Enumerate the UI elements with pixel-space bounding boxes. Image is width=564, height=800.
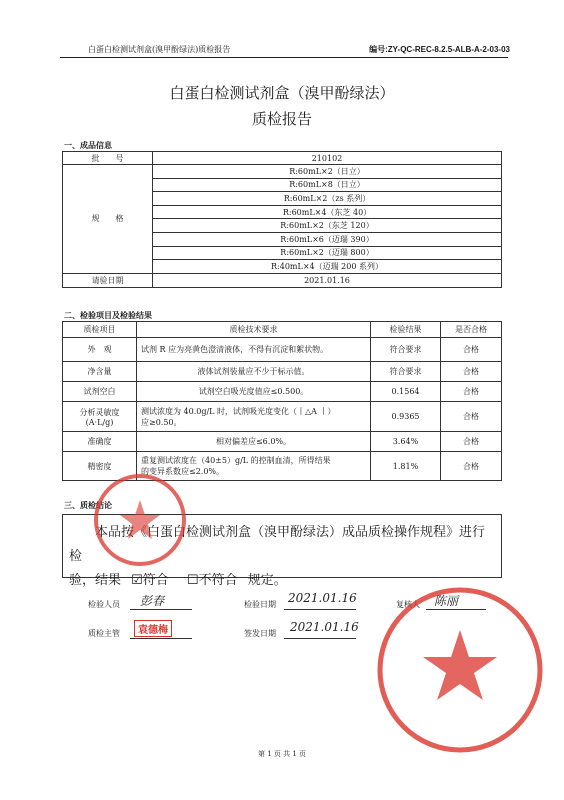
row-requirement-line1: 测试浓度为 40.0g/L 时，试剂吸光度变化（丨△A 丨） [141, 406, 336, 416]
header-title: 白蛋白检测试剂盒(溴甲酚绿法)质检报告 [88, 45, 231, 54]
spec-label: 规 格 [63, 165, 153, 274]
product-info-table [62, 151, 502, 288]
spec-item: R:60mL×6（迈瑞 390） [153, 232, 502, 246]
row-pass: 合格 [441, 452, 502, 481]
header-rule [60, 57, 508, 58]
batch-value: 210102 [153, 152, 502, 165]
company-seal-small [90, 470, 190, 570]
row-requirement-line2: 的变异系数应≤2.0%。 [141, 467, 225, 476]
row-requirement-line2: 应≥0.50。 [141, 417, 182, 427]
batch-label: 批 号 [63, 152, 153, 165]
conform-checkbox: ☑符合 [131, 573, 169, 588]
row-pass: 合格 [441, 432, 502, 452]
row-item-line2: (A·L/g) [85, 417, 114, 427]
header-doc-number: 编号:ZY-QC-REC-8.2.5-ALB-A-2-03-03 [369, 45, 510, 54]
row-item: 外 观 [63, 338, 137, 362]
section2-heading: 二、检验项目及检验结果 [64, 310, 152, 320]
spec-item: R:60mL×2（东芝 120） [153, 219, 502, 233]
table-row [63, 432, 502, 452]
row-pass: 合格 [441, 338, 502, 362]
inspect-date-value: 2021.01.16 [288, 591, 357, 605]
date-label: 请验日期 [63, 273, 153, 287]
row-requirement-line1: 重复测试浓度在（40±5）g/L 的控制血清，所得结果 [141, 456, 331, 465]
table-row [63, 362, 502, 382]
row-pass: 合格 [441, 382, 502, 402]
inspector-label: 检验人员 [88, 600, 120, 609]
inspect-date-label: 检验日期 [244, 600, 276, 609]
test-results-table [62, 321, 502, 481]
page-footer: 第 1 页 共 1 页 [257, 750, 307, 758]
inspector-signature: 彭春 [140, 594, 165, 608]
row-requirement: 相对偏差应≤6.0%。 [137, 432, 371, 452]
page-header [60, 42, 510, 58]
supervisor-name-stamp: 袁德梅 [134, 620, 172, 637]
row-pass: 合格 [441, 402, 502, 432]
row-requirement [137, 402, 371, 432]
spec-item: R:60mL×4（东芝 40） [153, 205, 502, 219]
report-subtitle: 质检报告 [251, 110, 312, 128]
spec-item: R:60mL×2（zs 系列） [153, 192, 502, 206]
nonconform-checkbox: ☐不符合 [186, 573, 238, 588]
date-value: 2021.01.16 [153, 273, 502, 287]
report-title: 白蛋白检测试剂盒（溴甲酚绿法） [169, 84, 395, 102]
table-row [63, 338, 502, 362]
table-row [63, 402, 502, 432]
spec-item: R:60mL×2（迈瑞 800） [153, 246, 502, 260]
col-header-result: 检验结果 [371, 322, 441, 338]
conclusion-line1: 本品按《白蛋白检测试剂盒（溴甲酚绿法）成品质检操作规程》进行检 [69, 525, 486, 564]
row-requirement: 试剂空白吸光度值应≤0.500。 [137, 382, 371, 402]
row-result: 3.64% [371, 432, 441, 452]
row-item: 净含量 [63, 362, 137, 382]
row-pass: 合格 [441, 362, 502, 382]
issue-date-label: 签发日期 [244, 629, 276, 638]
col-header-pass: 是否合格 [441, 322, 502, 338]
col-header-requirement: 质检技术要求 [137, 322, 371, 338]
issue-date-value: 2021.01.16 [290, 620, 359, 634]
supervisor-label: 质检主管 [88, 629, 120, 638]
reviewer-label: 复核人 [396, 600, 420, 609]
row-result: 符合要求 [371, 338, 441, 362]
row-result: 1.81% [371, 452, 441, 481]
spec-item: R:60mL×2（日立） [153, 165, 502, 179]
row-item-line1: 分析灵敏度 [79, 407, 120, 417]
row-result: 符合要求 [371, 362, 441, 382]
row-item [63, 402, 137, 432]
reviewer-signature: 陈丽 [434, 594, 459, 608]
row-result: 0.9365 [371, 402, 441, 432]
spec-item: R:60mL×8（日立） [153, 178, 502, 192]
company-seal-large [375, 585, 545, 755]
section1-heading: 一、成品信息 [64, 140, 112, 150]
conclusion-text-d: 规定。 [247, 573, 287, 588]
row-result: 0.1564 [371, 382, 441, 402]
spec-item: R:40mL×4（迈瑞 200 系列） [153, 260, 502, 274]
row-item: 试剂空白 [63, 382, 137, 402]
col-header-item: 质检项目 [63, 322, 137, 338]
section3-heading: 三、质检结论 [64, 500, 112, 510]
row-requirement: 液体试剂装量应不少于标示值。 [137, 362, 371, 382]
conclusion-text-a: 验，结果 [69, 573, 122, 588]
row-item: 精密度 [63, 452, 137, 481]
row-item: 准确度 [63, 432, 137, 452]
row-requirement: 试剂 R 应为亮黄色澄清液体，不得有沉淀和絮状物。 [137, 338, 371, 362]
table-row [63, 382, 502, 402]
